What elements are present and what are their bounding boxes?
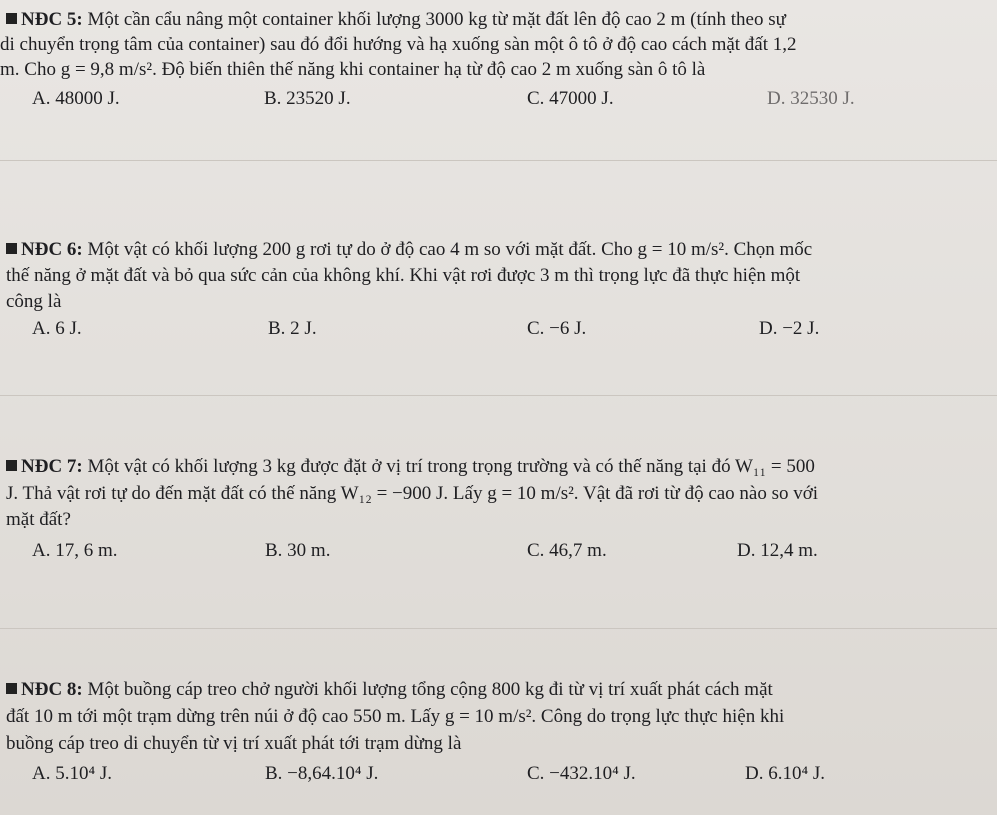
question-7-line-1: [6, 456, 815, 478]
question-8-text-1: Một buồng cáp treo chở người khối lượng tổng cộng 800 kg đi từ vị trí xuất phát cách mặt: [87, 679, 773, 700]
option-c[interactable]: C. −6 J.: [527, 318, 587, 339]
option-a[interactable]: A. 48000 J.: [32, 88, 120, 109]
question-5-line-3: m. Cho g = 9,8 m/s². Độ biến thiên thế năng khi container hạ từ độ cao 2 m xuống sàn ô tô là: [0, 59, 706, 80]
bullet-icon: [6, 243, 17, 254]
question-6-line-3: công là: [6, 291, 62, 312]
question-7-label: NĐC 7:: [21, 456, 83, 477]
option-c[interactable]: C. 46,7 m.: [527, 540, 607, 561]
question-8-label: NĐC 8:: [21, 679, 83, 700]
option-d[interactable]: D. 6.10⁴ J.: [745, 763, 825, 784]
option-a[interactable]: A. 6 J.: [32, 318, 82, 339]
option-d[interactable]: D. 12,4 m.: [737, 540, 818, 561]
option-b[interactable]: B. 30 m.: [265, 540, 331, 561]
question-5-line-1: [6, 9, 786, 31]
option-d[interactable]: D. 32530 J.: [767, 88, 855, 109]
bullet-icon: [6, 683, 17, 694]
option-b[interactable]: B. −8,64.10⁴ J.: [265, 763, 379, 784]
option-c[interactable]: C. −432.10⁴ J.: [527, 763, 636, 784]
question-8-line-3: buồng cáp treo di chuyển từ vị trí xuất phát tới trạm dừng là: [6, 733, 462, 754]
bullet-icon: [6, 13, 17, 24]
divider: [0, 628, 997, 629]
bullet-icon: [6, 460, 17, 471]
question-7-text-1: Một vật có khối lượng 3 kg được đặt ở vị trí trong trọng trường và có thế năng tại đó W₁₁ = 500: [87, 456, 815, 477]
option-a[interactable]: A. 5.10⁴ J.: [32, 763, 112, 784]
question-5-line-2: di chuyển trọng tâm của container) sau đó đổi hướng và hạ xuống sàn một ô tô ở độ cao cách mặt đất 1,2: [0, 34, 797, 55]
question-6-line-2: thế năng ở mặt đất và bỏ qua sức cản của không khí. Khi vật rơi được 3 m thì trọng lực đã thực hiện một: [6, 265, 801, 286]
question-6-text-1: Một vật có khối lượng 200 g rơi tự do ở độ cao 4 m so với mặt đất. Cho g = 10 m/s². Chọn mốc: [87, 239, 813, 260]
option-b[interactable]: B. 23520 J.: [264, 88, 351, 109]
question-5-label: NĐC 5:: [21, 9, 83, 30]
question-7-line-2: J. Thả vật rơi tự do đến mặt đất có thế năng W₁₂ = −900 J. Lấy g = 10 m/s². Vật đã rơi từ độ cao nào so với: [6, 483, 819, 504]
question-6-label: NĐC 6:: [21, 239, 83, 260]
option-d[interactable]: D. −2 J.: [759, 318, 820, 339]
divider: [0, 160, 997, 161]
question-7-line-3: mặt đất?: [6, 509, 71, 530]
option-c[interactable]: C. 47000 J.: [527, 88, 614, 109]
question-6-line-1: [6, 239, 812, 261]
divider: [0, 395, 997, 396]
option-b[interactable]: B. 2 J.: [268, 318, 317, 339]
option-a[interactable]: A. 17, 6 m.: [32, 540, 118, 561]
question-5-text-1: Một cần cẩu nâng một container khối lượng 3000 kg từ mặt đất lên độ cao 2 m (tính theo sự: [87, 9, 786, 30]
question-8-line-1: [6, 679, 773, 701]
question-8-line-2: đất 10 m tới một trạm dừng trên núi ở độ cao 550 m. Lấy g = 10 m/s². Công do trọng lực thực hiện khi: [6, 706, 785, 727]
